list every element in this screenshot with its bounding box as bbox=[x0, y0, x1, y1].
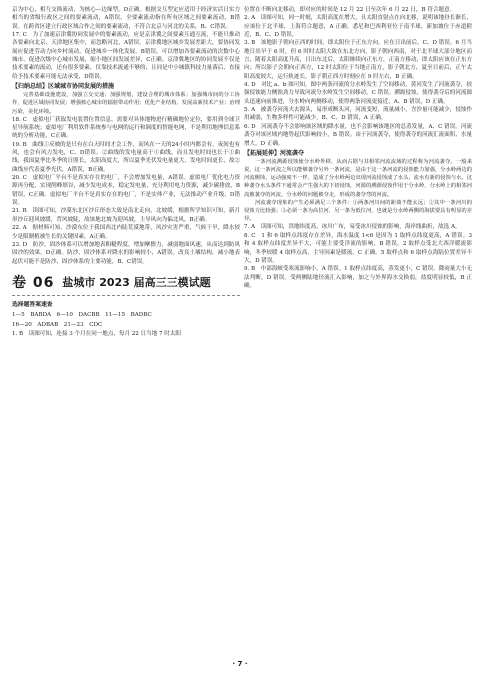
answer-18: 18. C 虚拟电厂获取发电装置位置信息，需要对具体地物进行精确地位定位，要用到全球卫星导航系统；虚拟电厂利用软件系统参与电网的运行和调度的智能电网，不是利用地理信息系统的分析功能，C正确。 bbox=[12, 116, 240, 140]
left-column bbox=[12, 6, 240, 338]
answer-22: 22. A 据材料可知，沙漠东位于我国西北内陆荒漠地带，风沙灾害严重，气候干旱，降水较少是限制植被生长的关键因素，A正确。 bbox=[12, 225, 240, 240]
exam-title: 盐城市 2023 届高三三模试题 bbox=[62, 275, 211, 289]
answer-5: 5. A 被袭夺河流夫去源头，易形成断头河，河流变短，流量减小，含沙量可能减少，侵蚀作用减弱，生物多样性可能减少，B、C、D 错误，A 正确。 bbox=[244, 107, 472, 122]
answer-8: 8. C 1 和 6 取样点纬度存在差异，海水温度 1<6 是因为 1 取样点纬度更高，A 错误。3 和 4 取样点纬度差异不大，可能主要受洋流的影响，B 错误。2 取样点受北大西洋暖流影响，冬季较暖 4 取样点高，主导因素是暖流，C 正确。5 取样点和 6 取样点海陆位置差异不大，D 错误。 bbox=[244, 232, 472, 264]
answer-19: 19. B 曲线①反映的是只有在白天时间才会工作，而风在一天的24小时内都会有，夜间也有风，也会有风力发电，C、D错误。②曲线的发电量高于①曲线，而且发电时间也长于①曲线，我国夏季比冬季的日照长，太阳高度大，所以夏季光伏发电量更大，发电时间更长，故②曲线应代表夏季光伏，A错误，B正确。 bbox=[12, 141, 240, 173]
exam-header bbox=[12, 273, 240, 296]
answer-21: 21. B 读图可知，沙漠东北区沙丘形态大致是南北走向，北坡缓，根据所学知识可知，新月形沙丘迎风坡缓，背风坡陡，故该地北坡为迎风坡，主导风向为偏北风，B正确。 bbox=[12, 208, 240, 223]
answer-6: 6. D 河流袭夺不会影响该区域的降水量，也不会影响该地区的总蒸发量，A、C 错误。河流袭夺对该区域内地势起伏影响较小，B 错误。由于河流袭夺，使得袭夺的河流汇流面积、水量增大，D 正确。 bbox=[244, 123, 472, 147]
answer-3: 3. B 该地影子朝向正西的时间，即太阳位于正东方向，应在日出前后，C、D 错误。6 月当地日出早于 6 时，但 6 时时太阳大致在东北方向，影子朝向西南，对于北半球大部分地区而言，随着太阳高度升高，日出东北后，太阳继续向正东方，正南方移动，即太阳应该在正东方向；所以影子会朝向正西方，12 时太阳位于当地正南方，影子朝北方，夏至日前后，正午太阳高度较大，运行轨迹长，影子朝正西方时刻应在 9 时左右，B 正确。 bbox=[244, 40, 472, 80]
answer-paragraph: 京为中心，相互交换流动，为核心—边缘型，D正确。根据交互型定应适用于经济实活日实力相当的省级行政区之间的要素流动，A错误。全要素流动指在所有区域之间要素流动，B错误。在跨省区建立行政区域合作之间的要素流动，不符合北京与河北的关系，B、C错误。 bbox=[12, 7, 240, 30]
section-heading-summary: 【归纳总结】区域城市协同发展的措施 bbox=[12, 83, 115, 91]
answer-1-continued: 位置在不断向北移动，即对应的时间是 12 月 22 日至次年 6 月 22 日，B 符合题意。 bbox=[244, 7, 456, 13]
summary-text: 完善基础设施建设，加强立交交通；加强规划，建设合理的城市体系；加强城市间的分工协作，促进区域协同发展；增强核心城市的辐射带动作用；优化产业结构，发展高新技术产业；治理污染，美化环境。 bbox=[12, 92, 240, 115]
answer-17: 17. C 为了加速京津冀协同发展中的要素流动，应是京津冀之间要素互通互流，不能只推动各要素向北京、天津地区集中，而忽略河北，A错误。京津冀地区城乡发展差距大，要协同发展应促进劳动力向乡村流动，促进城乡一体化发展，B错误。可以增加各要素流动的次数中心城市，促进次级中心城市发展，缩小地区间发展差异，C正确。京津冀地区的协同发展不仅是技术要素的流动，还有很多要素，仅靠技术流通不够的，且同是中小城镇科技力量落后，直接给予技术要素可能无法承受，D错误。 bbox=[12, 32, 240, 80]
answer-7: 7. A 读图可知，洪地纬度高，冰川广布，易受冰川侵蚀的影响，海岸线曲折，故选 A。 bbox=[244, 224, 461, 231]
answer-2: 2. A 读图可知，同一时刻，太阳高度在增大，且太阳直射点在向北移，说明该地昼长渐长，应该位于北半球，上海符合题意，A 正确。悉尼和巴西利亚位于南半球，新加坡位于赤道附近，B、C、D 错误。 bbox=[244, 15, 472, 39]
answer-key-line-2: 16—20 ADBAB 21—23 CDC bbox=[12, 321, 103, 328]
answer-9: 9. B 中部海峡受寒流影响小，A 错误。1 取样点纬度高，蒸发更小，C 错误。降雨量大小无法判断，D 错误。受两侧陆地径流汇入影响，加之与外界海水交换弱，盐度明显较低，B 正确。 bbox=[244, 266, 472, 289]
answer-20: 20. C 虚拟电厂平台不是真实存在的电厂，不会增加发电量，A错误。虚拟电厂优化电力资源再分配，实现削峰填谷，减少发电成本，稳定发电量，充分利用电力资源，减少碳排放，B错误，C正确。虚拟电厂平台不是真实存在的电厂，不是实体产业，无法推动产业升级，D错误。 bbox=[12, 175, 240, 207]
answer-23: 23. D 防沙、固沙体系可以增加地表粗糙程度，增加摩擦力，减弱地面风速，从而达到防风固沙的效果，D正确。防沙、固沙体系对降水的影响较小，A错误。改良土壤结构，减小地表起伏可能不是防沙、固沙体系的主要功能，B、C错误。 bbox=[12, 241, 240, 265]
answer-key-line-1: 1—5 BABDA 6—10 DACBB 11—15 BADBC bbox=[12, 311, 152, 318]
answer-key-heading: 选择题答案速查 bbox=[12, 301, 53, 308]
exam-number: 卷 06 bbox=[12, 274, 55, 291]
answer-4: 4. D 对比 a、b 图可知，图中两条河流的分水岭发生了空间移动，黄河发生了河流袭夺，较强侵蚀能力侧蚀劲力导致河流分水岭发生空间移动，C 错误。溯源侵蚀，使得袭夺后的河流源头迅速向前推进，分水岭向两侧移动，使得两条河流更接近，A、B 错误，D 正确。 bbox=[244, 82, 472, 105]
page-number: · 7 · bbox=[232, 660, 248, 668]
extension-text-1: 一条河流溯源侵蚀使分水岭外移，从而占据与其相邻河流流域的过程称为河流袭夺。一般来说，这一条河流之所以能够袭夺另外一条河流，是由于这一条河流的侵蚀能力加强，分水岭两边的河流侧蚀，运动强度不一样，造成了分水岭两边出现河流侵蚀成了水头，流水有新的侵蚀与水。这种袭夺水头条件下通常会产生强大的下切侵蚀，河源的溯源侵蚀作用于分水岭，分水岭上的相邻河流被袭夺的河流，分水岭的问题被夺走，形成的袭夺弯的河流。 bbox=[244, 158, 472, 198]
answer-1: 1. B 读图可知，连接 3 个月在同一地点，每月 22 日当地 7 时太阳 bbox=[12, 330, 181, 337]
right-column bbox=[244, 6, 472, 290]
section-heading-extension: 【拓展延伸】河流袭夺 bbox=[244, 149, 305, 157]
extension-text-2: 河流袭夺现象的产生必须满足三个条件：①两条河川间的距离不能太远；②其中一条河川的侵蚀力比较强；③必须一条为高位河，另一条为低位河，也就是分水岭两侧的海拔要具有明显的差异。 bbox=[244, 199, 472, 223]
